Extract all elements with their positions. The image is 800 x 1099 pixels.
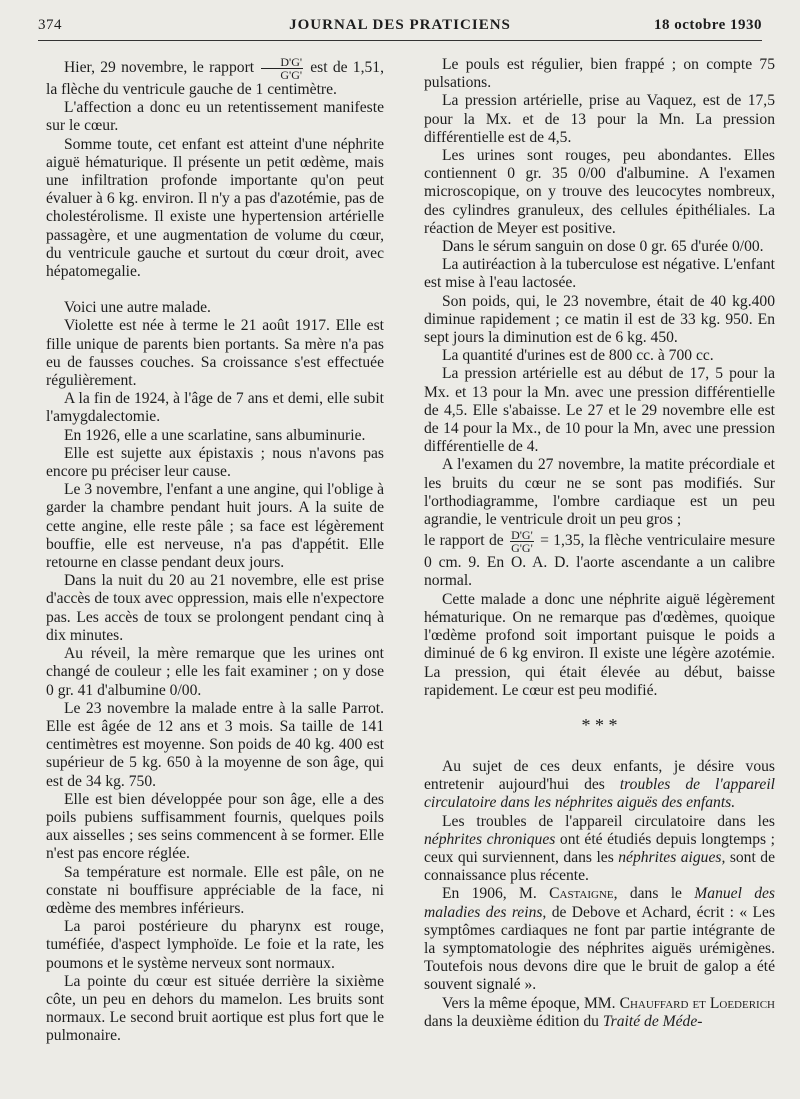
paragraph: Le 23 novembre la malade entre à la salle Parrot. Elle est âgée de 12 ans et 3 mois. Sa taille de 141 centimètres est moyenne. Son poids de 40 kg. 400 est supérieur de 5 kg. 650 à la moyenne de son âge, qui est de 34 kg. 750.: [46, 699, 384, 790]
paragraph: Vers la même époque, MM. Chauffard et Loederich dans la deuxième édition du Traité de Méde-: [424, 994, 775, 1030]
paragraph: Son poids, qui, le 23 novembre, était de 40 kg.400 diminue rapidement ; ce matin il est de 33 kg. 950. En sept jours la diminution est de 6 kg. 450.: [424, 292, 775, 347]
paragraph: Les troubles de l'appareil circulatoire dans les néphrites chroniques ont été étudiés depuis longtemps ; ceux qui surviennent, dans les néphrites aigues, sont de connaissance plus récente.: [424, 812, 776, 885]
paragraph: Somme toute, cet enfant est atteint d'une néphrite aiguë hématurique. Il présente un petit œdème, mais une infiltration profonde importante qu'on peut évaluer à 6 kg. environ. Il n'y a pas d'azotémie, pas de cholestérolisme. Il existe une hypertension artérielle passagère, et une augmentation de volume du cœur, du ventricule gauche et surtout du cœur droit, avec hépatomegalie.: [46, 135, 384, 281]
paragraph: La pression artérielle, prise au Vaquez, est de 17,5 pour la Mx. et de 13 pour la Mn. La pression différentielle est de 4,5.: [424, 92, 775, 146]
paragraph: Au sujet de ces deux enfants, je désire vous entretenir aujourd'hui des troubles de l'appareil circulatoire dans les néphrites aiguës des enfants.: [424, 757, 775, 812]
paragraph: En 1906, M. Castaigne, dans le Manuel des maladies des reins, de Debove et Achard, écrit : « Les symptômes cardiaques ne font par partie intégrante de la symptomatologie des néphrites aiguës urémigènes. Toutefois nous devons dire que le bruit de galop a été souvent signalé ».: [424, 885, 776, 994]
page-header: [38, 12, 762, 41]
paragraph: Elle est sujette aux épistaxis ; nous n'avons pas encore pu préciser leur cause.: [46, 444, 384, 481]
paragraph: Le pouls est régulier, bien frappé ; on compte 75 pulsations.: [424, 56, 775, 92]
ratio-fraction: $\frac{D'G'}{G'G'}$: [511, 528, 533, 556]
paragraph: le rapport de $\frac{D'G'}{G'G'}$ = 1,35, la flèche ventriculaire mesure 0 cm. 9. En O. A. D. l'aorte ascendante a un calibre normal.: [424, 528, 775, 590]
paragraph: La pointe du cœur est située derrière la sixième côte, un peu en dehors du mamelon. Les bruits sont normaux. Le second bruit aortique est plus fort que le pulmonaire.: [46, 972, 384, 1045]
paragraph: La autiréaction à la tuberculose est négative. L'enfant est mise à l'eau lactosée.: [424, 256, 775, 292]
paragraph: A la fin de 1924, à l'âge de 7 ans et demi, elle subit l'amygdalectomie.: [46, 390, 384, 426]
paragraph: Sa température est normale. Elle est pâle, on ne constate ni bouffisure appréciable de la face, ni œdème des membres inférieurs.: [46, 863, 384, 917]
paragraph: La paroi postérieure du pharynx est rouge, tuméfiée, d'aspect lymphoïde. Le foie et la rate, les poumons et le système nerveux sont normaux.: [46, 918, 384, 972]
paragraph: Cette malade a donc une néphrite aiguë légèrement hématurique. On ne remarque pas d'œdèmes, quoique l'œdème profond soit important puisque le poids a diminué de 6 kg environ. Il existe une légère azotémie. La pression, qui était élevée au début, baisse rapidement. Le cœur est peu modifié.: [424, 590, 775, 699]
paragraph: Dans la nuit du 20 au 21 novembre, elle est prise d'accès de toux avec oppression, mais elle n'expectore pas. Les accès de toux se prolongent pendant cinq à dix minutes.: [46, 572, 384, 644]
paragraph: Dans le sérum sanguin on dose 0 gr. 65 d'urée 0/00.: [442, 238, 764, 256]
paragraph: Le 3 novembre, l'enfant a une angine, qui l'oblige à garder la chambre pendant huit jours. A la suite de cette angine, elle reste pâle ; sa face est légèrement bouffie, elle est nerveuse, n'a pas d'appétit. Elle retourne en classe pendant deux jours.: [46, 481, 384, 572]
paragraph: Au réveil, la mère remarque que les urines ont changé de couleur ; elle les fait examiner ; on y dose 0 gr. 41 d'albumine 0/00.: [46, 645, 384, 699]
paragraph: La pression artérielle est au début de 17, 5 pour la Mx. et 13 pour la Mn. avec une pression différentielle de 4,5. Elle s'abaisse. Le 27 et le 29 novembre elle est de 14 pour la Mx., de 10 pour la Mn, avec une pression différentielle de 4.: [424, 365, 775, 456]
issue-date: 18 octobre 1930: [653, 17, 762, 33]
left-column: [46, 56, 384, 1046]
right-column: [424, 56, 775, 1031]
paragraph: Violette est née à terme le 21 août 1917. Elle est fille unique de parents bien portants. Sa mère n'a pas eu de fausses couches. Sa croissance s'est effectuée régulièrement.: [46, 317, 384, 390]
paragraph: Hier, 29 novembre, le rapport $\frac{D'G'}{G'G'}$ est de 1,51, la flèche du ventricule gauche de 1 centimètre.: [46, 55, 384, 98]
paragraph: L'affection a donc eu un retentissement manifeste sur le cœur.: [46, 99, 384, 135]
paragraph: Les urines sont rouges, peu abondantes. Elles contiennent 0 gr. 35 0/00 d'albumine. A l'examen microscopique, on y trouve des leucocytes nombreux, des cylindres granuleux, des cellules épithéliales. La réaction de Meyer est positive.: [424, 147, 775, 237]
journal-title: JOURNAL DES PRATICIENS: [289, 17, 511, 33]
section-separator: * * *: [581, 714, 618, 735]
paragraph: La quantité d'urines est de 800 cc. à 700 cc.: [442, 347, 714, 365]
ratio-fraction: $\frac{D'G'}{G'G'}$: [261, 56, 303, 81]
paragraph: Voici une autre malade.: [64, 299, 211, 317]
page-number: 374: [38, 17, 62, 33]
paragraph: En 1926, elle a une scarlatine, sans albuminurie.: [64, 426, 366, 444]
paragraph: A l'examen du 27 novembre, la matite précordiale et les bruits du cœur ne se sont pas modifiés. Sur l'orthodiagramme, l'ombre cardiaque est un peu agrandie, le ventricule droit un peu gros ;: [424, 456, 775, 529]
paragraph: Elle est bien développée pour son âge, elle a des poils pubiens suffisamment fournis, quelques poils aux aisselles ; ses seins commencent à se former. Elle n'est pas encore réglée.: [46, 790, 384, 863]
